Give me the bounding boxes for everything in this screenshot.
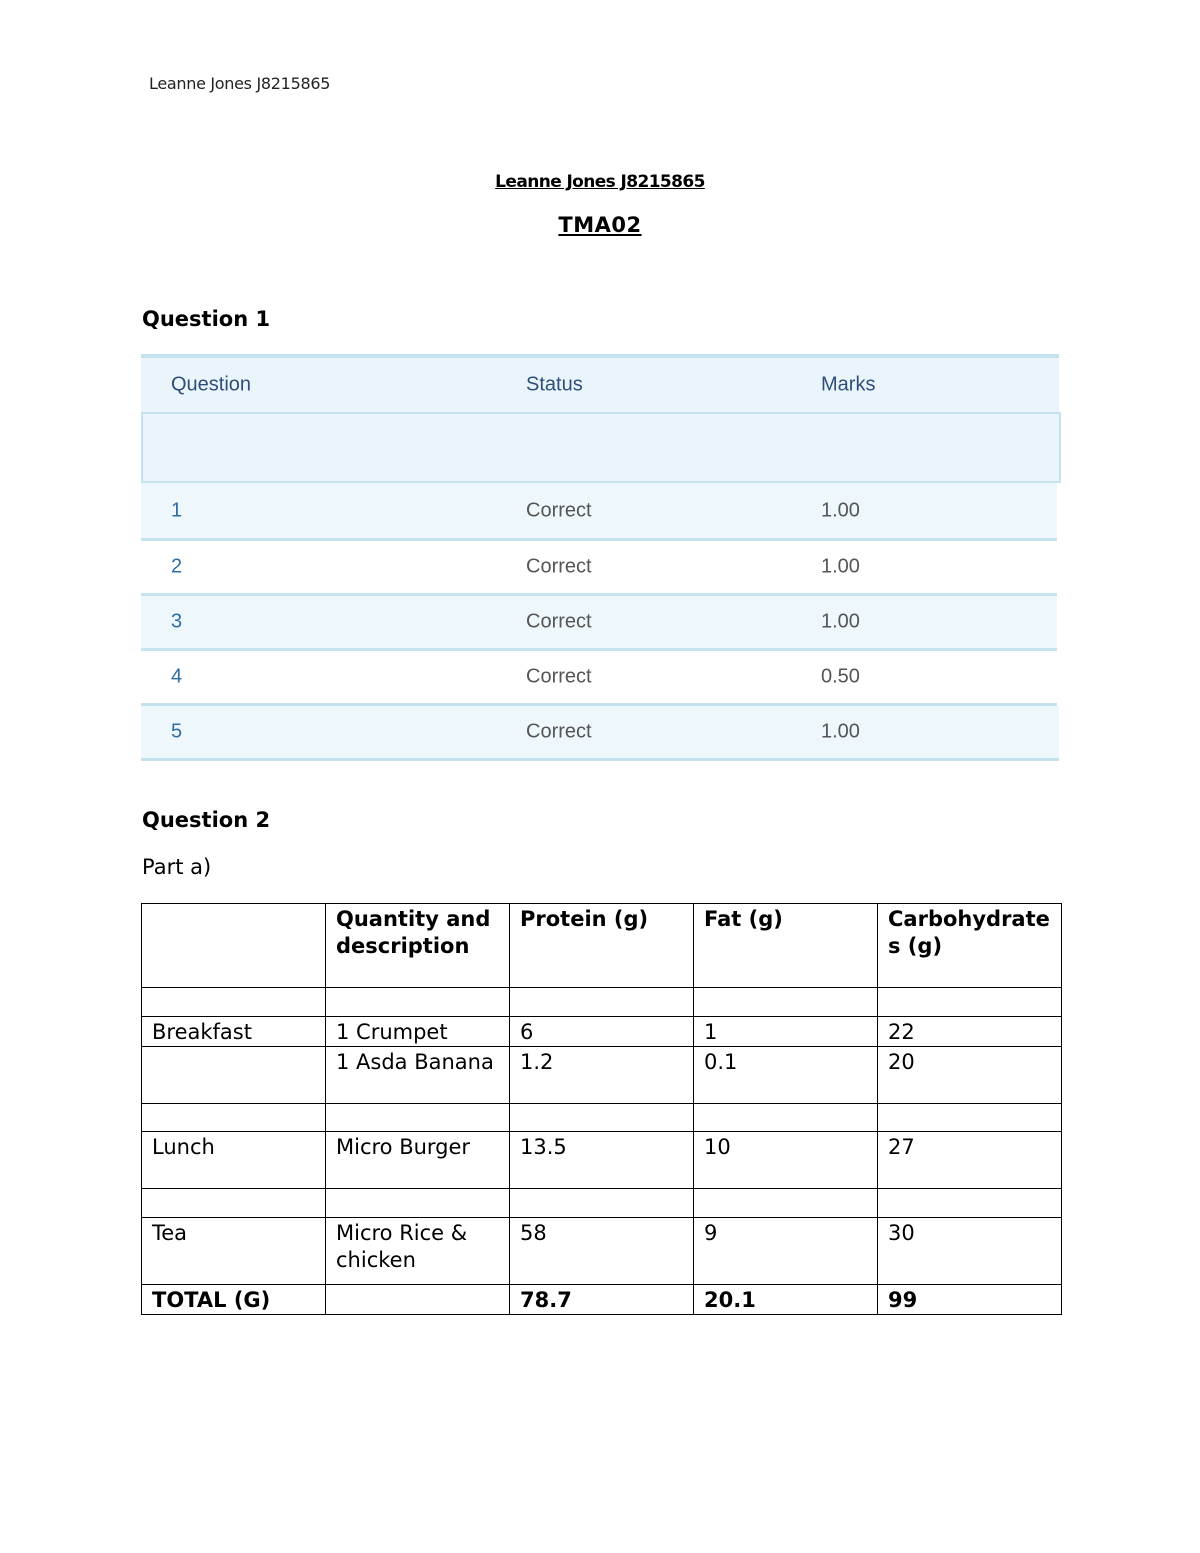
part-a-label: Part a) [142,855,212,879]
table-row [141,596,1057,651]
question-2-heading: Question 2 [142,808,271,832]
table-row [142,1017,1062,1047]
question-marks: 1.00 [821,720,860,743]
question-number: 2 [171,555,183,578]
quantity-cell: Micro Burger [326,1132,510,1189]
question-number: 3 [171,610,183,633]
total-protein-cell: 78.7 [510,1285,694,1315]
nutrition-table [141,903,1062,1315]
question-number: 4 [171,665,183,688]
table-header-row [141,358,1059,412]
table-row [142,1132,1062,1189]
meal-cell: Breakfast [142,1017,326,1047]
quantity-column-header: Quantity and description [326,904,510,988]
question-number: 5 [171,720,183,743]
carbohydrates-column-header: Carbohydrates (g) [878,904,1062,988]
spacer-row [142,988,1062,1017]
table-row [141,483,1057,541]
question-status: Correct [526,499,592,521]
total-quantity-cell [326,1285,510,1315]
carbohydrates-cell: 22 [878,1017,1062,1047]
fat-cell: 0.1 [694,1047,878,1104]
question-status: Correct [526,610,592,633]
question-marks: 1.00 [821,555,860,578]
question-marks: 1.00 [821,610,860,633]
question-1-heading: Question 1 [142,307,271,331]
total-carbohydrates-cell: 99 [878,1285,1062,1315]
column-header-status: Status [526,373,583,396]
total-fat-cell: 20.1 [694,1285,878,1315]
column-header-marks: Marks [821,373,876,396]
table-row [141,541,1057,596]
question-marks: 1.00 [821,499,860,521]
table-row [142,1047,1062,1104]
nutrition-header-row [142,904,1062,988]
meal-cell: Tea [142,1218,326,1285]
meal-cell: Lunch [142,1132,326,1189]
quantity-cell: Micro Rice & chicken [326,1218,510,1285]
protein-cell: 6 [510,1017,694,1047]
table-row [141,651,1057,706]
assignment-title: TMA02 [558,213,642,237]
meal-column-header [142,904,326,988]
question-number: 1 [171,499,183,521]
quantity-cell: 1 Crumpet [326,1017,510,1047]
total-label-cell: TOTAL (G) [142,1285,326,1315]
carbohydrates-cell: 20 [878,1047,1062,1104]
fat-cell: 10 [694,1132,878,1189]
carbohydrates-cell: 27 [878,1132,1062,1189]
protein-cell: 13.5 [510,1132,694,1189]
protein-cell: 1.2 [510,1047,694,1104]
protein-cell: 58 [510,1218,694,1285]
carbohydrates-cell: 30 [878,1218,1062,1285]
fat-cell: 9 [694,1218,878,1285]
quiz-results-table [141,354,1059,761]
protein-column-header: Protein (g) [510,904,694,988]
document-author-title: Leanne Jones J8215865 [495,172,705,192]
table-row [141,706,1059,761]
table-row [142,1218,1062,1285]
question-status: Correct [526,665,592,688]
question-marks: 0.50 [821,665,860,688]
fat-column-header: Fat (g) [694,904,878,988]
spacer-row [142,1104,1062,1132]
meal-cell [142,1047,326,1104]
question-status: Correct [526,555,592,578]
spacer-row [142,1189,1062,1218]
table-blank-row [141,412,1061,483]
column-header-question: Question [171,373,252,396]
question-status: Correct [526,720,592,743]
total-row [142,1285,1062,1315]
running-header: Leanne Jones J8215865 [149,74,331,93]
fat-cell: 1 [694,1017,878,1047]
quantity-cell: 1 Asda Banana [326,1047,510,1104]
